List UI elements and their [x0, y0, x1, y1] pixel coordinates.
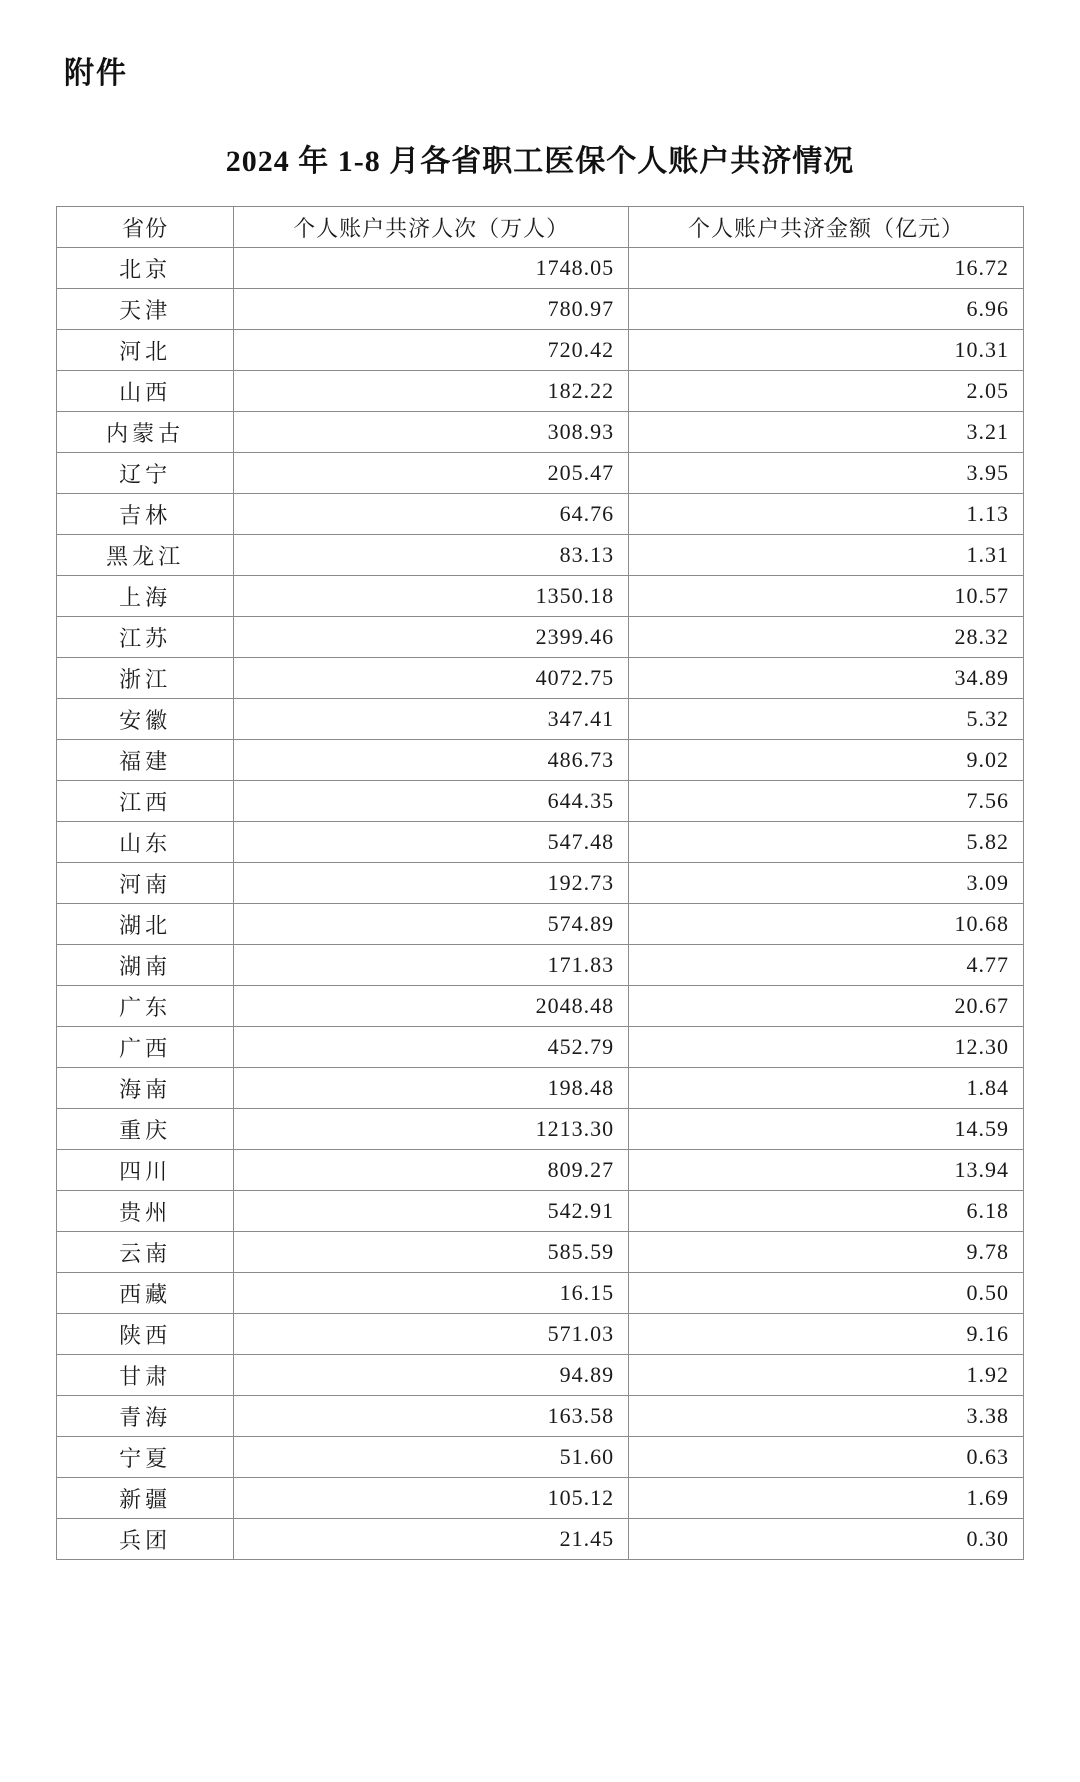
cell-amount: 5.32 [629, 699, 1024, 740]
table-row [57, 1396, 1024, 1437]
cell-visits: 1213.30 [234, 1109, 629, 1150]
cell-province: 青海 [57, 1396, 234, 1437]
table-row [57, 781, 1024, 822]
cell-province: 山东 [57, 822, 234, 863]
cell-amount: 9.02 [629, 740, 1024, 781]
cell-amount: 3.38 [629, 1396, 1024, 1437]
cell-visits: 105.12 [234, 1478, 629, 1519]
cell-visits: 198.48 [234, 1068, 629, 1109]
cell-province: 广东 [57, 986, 234, 1027]
cell-province: 四川 [57, 1150, 234, 1191]
cell-amount: 10.31 [629, 330, 1024, 371]
cell-province: 福建 [57, 740, 234, 781]
cell-amount: 2.05 [629, 371, 1024, 412]
table-row [57, 1314, 1024, 1355]
cell-amount: 6.96 [629, 289, 1024, 330]
cell-province: 上海 [57, 576, 234, 617]
cell-amount: 9.78 [629, 1232, 1024, 1273]
cell-province: 浙江 [57, 658, 234, 699]
cell-province: 重庆 [57, 1109, 234, 1150]
cell-province: 新疆 [57, 1478, 234, 1519]
cell-amount: 10.68 [629, 904, 1024, 945]
cell-province: 湖南 [57, 945, 234, 986]
cell-visits: 571.03 [234, 1314, 629, 1355]
table-row [57, 1068, 1024, 1109]
table-row [57, 1027, 1024, 1068]
table-row [57, 1109, 1024, 1150]
cell-amount: 3.09 [629, 863, 1024, 904]
table-row [57, 740, 1024, 781]
table-row [57, 863, 1024, 904]
cell-amount: 1.69 [629, 1478, 1024, 1519]
cell-province: 宁夏 [57, 1437, 234, 1478]
cell-province: 陕西 [57, 1314, 234, 1355]
cell-visits: 192.73 [234, 863, 629, 904]
cell-amount: 13.94 [629, 1150, 1024, 1191]
table-row [57, 330, 1024, 371]
cell-amount: 7.56 [629, 781, 1024, 822]
cell-visits: 347.41 [234, 699, 629, 740]
cell-province: 贵州 [57, 1191, 234, 1232]
table-row [57, 904, 1024, 945]
cell-province: 黑龙江 [57, 535, 234, 576]
table-row [57, 494, 1024, 535]
cell-visits: 644.35 [234, 781, 629, 822]
cell-visits: 452.79 [234, 1027, 629, 1068]
cell-visits: 1748.05 [234, 248, 629, 289]
cell-visits: 171.83 [234, 945, 629, 986]
cell-amount: 1.84 [629, 1068, 1024, 1109]
table-row [57, 1273, 1024, 1314]
cell-amount: 3.21 [629, 412, 1024, 453]
cell-province: 西藏 [57, 1273, 234, 1314]
table-row [57, 289, 1024, 330]
table-row [57, 822, 1024, 863]
cell-visits: 163.58 [234, 1396, 629, 1437]
cell-visits: 1350.18 [234, 576, 629, 617]
table-row [57, 617, 1024, 658]
cell-amount: 5.82 [629, 822, 1024, 863]
cell-amount: 1.31 [629, 535, 1024, 576]
cell-visits: 2399.46 [234, 617, 629, 658]
table-row [57, 986, 1024, 1027]
column-header-province: 省份 [57, 207, 234, 248]
cell-province: 湖北 [57, 904, 234, 945]
table-row [57, 1478, 1024, 1519]
cell-amount: 3.95 [629, 453, 1024, 494]
cell-visits: 205.47 [234, 453, 629, 494]
cell-visits: 780.97 [234, 289, 629, 330]
table-row [57, 1150, 1024, 1191]
cell-amount: 0.50 [629, 1273, 1024, 1314]
table-row [57, 412, 1024, 453]
table-row [57, 248, 1024, 289]
cell-province: 北京 [57, 248, 234, 289]
table-row [57, 371, 1024, 412]
cell-visits: 542.91 [234, 1191, 629, 1232]
cell-amount: 12.30 [629, 1027, 1024, 1068]
column-header-amount: 个人账户共济金额（亿元） [629, 207, 1024, 248]
cell-amount: 1.13 [629, 494, 1024, 535]
cell-amount: 14.59 [629, 1109, 1024, 1150]
cell-visits: 182.22 [234, 371, 629, 412]
table-row [57, 699, 1024, 740]
cell-province: 天津 [57, 289, 234, 330]
cell-amount: 10.57 [629, 576, 1024, 617]
table-row [57, 576, 1024, 617]
table-row [57, 658, 1024, 699]
cell-province: 吉林 [57, 494, 234, 535]
cell-amount: 0.30 [629, 1519, 1024, 1560]
cell-amount: 9.16 [629, 1314, 1024, 1355]
cell-province: 甘肃 [57, 1355, 234, 1396]
cell-amount: 6.18 [629, 1191, 1024, 1232]
cell-visits: 83.13 [234, 535, 629, 576]
cell-visits: 308.93 [234, 412, 629, 453]
cell-visits: 486.73 [234, 740, 629, 781]
cell-visits: 547.48 [234, 822, 629, 863]
attachment-label: 附件 [64, 57, 128, 90]
cell-province: 山西 [57, 371, 234, 412]
cell-province: 广西 [57, 1027, 234, 1068]
cell-amount: 16.72 [629, 248, 1024, 289]
cell-province: 海南 [57, 1068, 234, 1109]
table-row [57, 1437, 1024, 1478]
cell-visits: 51.60 [234, 1437, 629, 1478]
cell-province: 河南 [57, 863, 234, 904]
cell-visits: 64.76 [234, 494, 629, 535]
cell-province: 河北 [57, 330, 234, 371]
cell-province: 辽宁 [57, 453, 234, 494]
table-row [57, 535, 1024, 576]
cell-visits: 21.45 [234, 1519, 629, 1560]
table-row [57, 945, 1024, 986]
page-title: 2024 年 1-8 月各省职工医保个人账户共济情况 [225, 145, 855, 178]
cell-amount: 1.92 [629, 1355, 1024, 1396]
table-row [57, 1191, 1024, 1232]
table-row [57, 1519, 1024, 1560]
cell-visits: 574.89 [234, 904, 629, 945]
cell-amount: 34.89 [629, 658, 1024, 699]
column-header-visits: 个人账户共济人次（万人） [234, 207, 629, 248]
cell-visits: 809.27 [234, 1150, 629, 1191]
cell-amount: 28.32 [629, 617, 1024, 658]
table-row [57, 1355, 1024, 1396]
cell-province: 安徽 [57, 699, 234, 740]
cell-amount: 20.67 [629, 986, 1024, 1027]
cell-amount: 0.63 [629, 1437, 1024, 1478]
cell-province: 内蒙古 [57, 412, 234, 453]
cell-visits: 2048.48 [234, 986, 629, 1027]
cell-province: 江苏 [57, 617, 234, 658]
table-body [57, 248, 1024, 1560]
cell-province: 兵团 [57, 1519, 234, 1560]
cell-amount: 4.77 [629, 945, 1024, 986]
cell-visits: 720.42 [234, 330, 629, 371]
cell-visits: 94.89 [234, 1355, 629, 1396]
table-header [57, 207, 1024, 248]
provincial-data-table [56, 206, 1024, 1560]
cell-visits: 585.59 [234, 1232, 629, 1273]
cell-province: 江西 [57, 781, 234, 822]
cell-visits: 4072.75 [234, 658, 629, 699]
cell-visits: 16.15 [234, 1273, 629, 1314]
table-row [57, 1232, 1024, 1273]
table-header-row [57, 207, 1024, 248]
table-row [57, 453, 1024, 494]
cell-province: 云南 [57, 1232, 234, 1273]
